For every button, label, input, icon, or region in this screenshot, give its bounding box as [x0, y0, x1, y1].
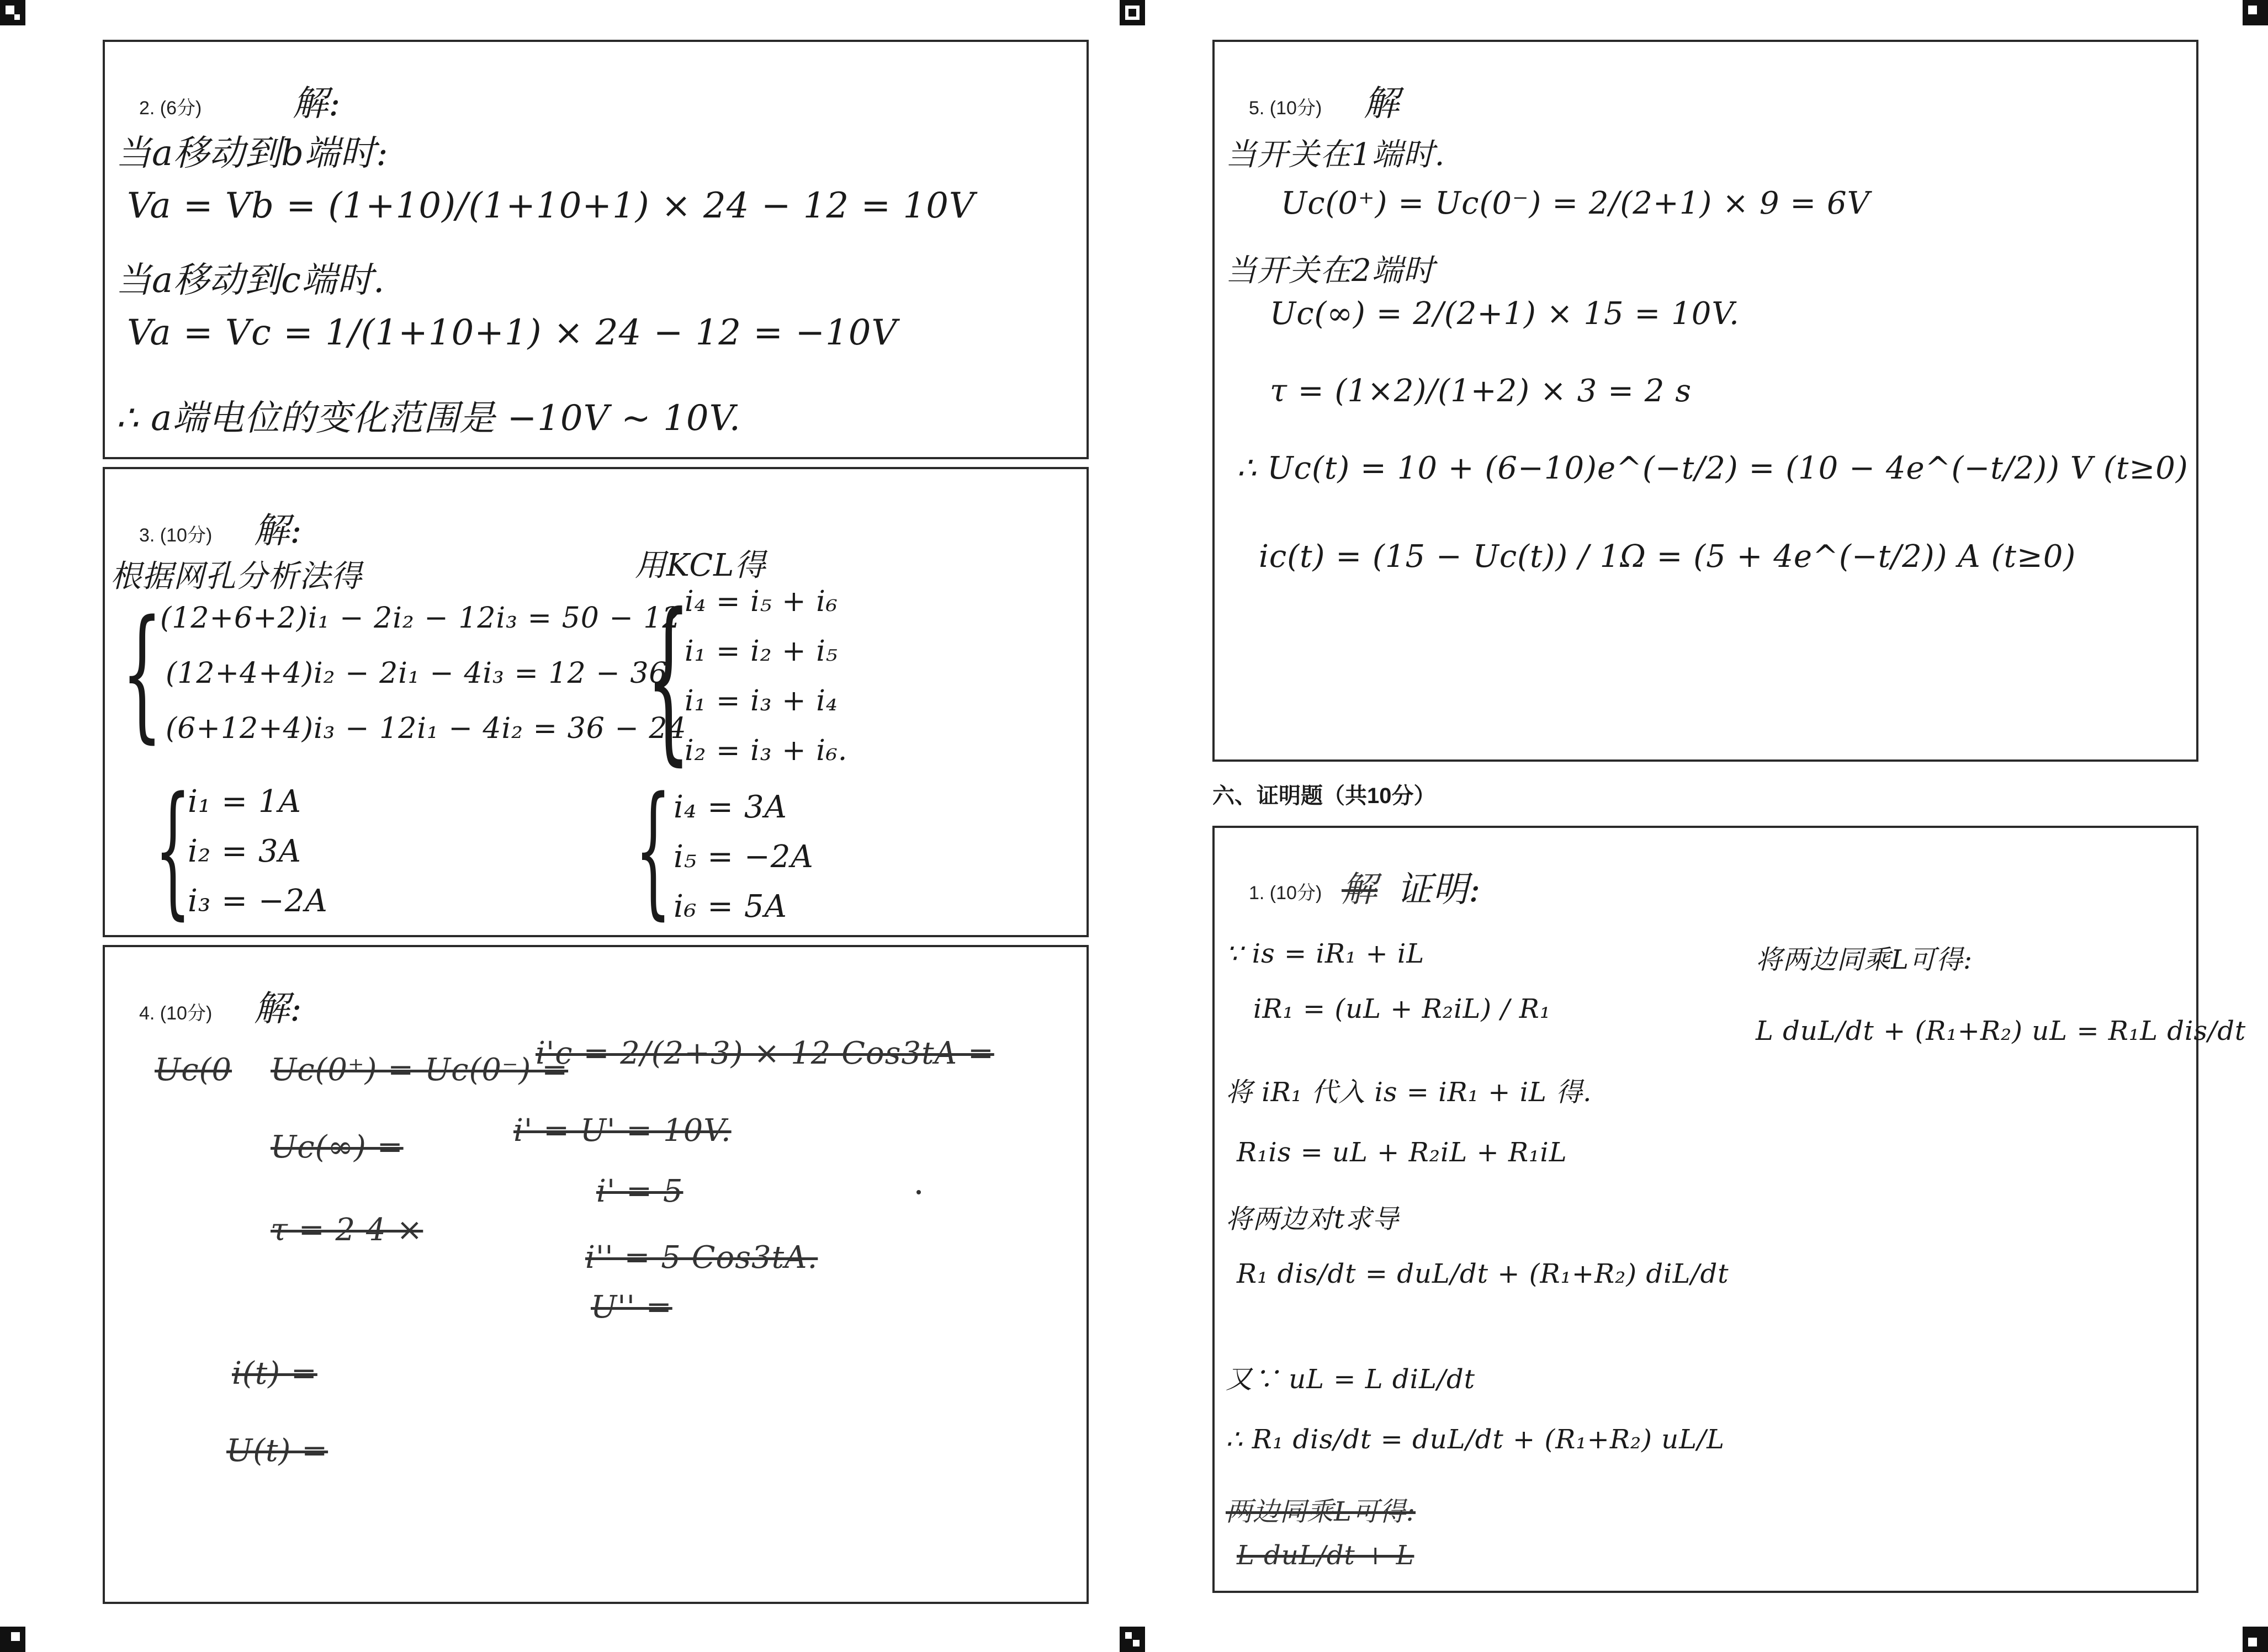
- mesh-equation: (6+12+4)i₃ − 12i₁ − 4i₂ = 36 − 24: [166, 712, 687, 745]
- solution-line: 当a移动到c端时.: [116, 260, 385, 301]
- crossed-out-work: 两边同乘L可得:: [1226, 1496, 1416, 1527]
- crossed-out-work: U'' =: [591, 1289, 672, 1325]
- solution-line: ∴ a端电位的变化范围是 −10V ~ 10V.: [116, 398, 741, 439]
- solution-heading: 解:: [293, 83, 341, 124]
- corner-marker-bottom-left: [0, 1627, 25, 1652]
- corner-marker-top-center: [1120, 0, 1145, 25]
- answer-box-q2: [103, 40, 1089, 459]
- crossed-out-work: Uc(∞) =: [271, 1129, 404, 1165]
- solution-line: Uc(0⁺) = Uc(0⁻) = 2/(2+1) × 9 = 6V: [1281, 185, 1870, 221]
- section-title: 六、证明题（共10分）: [1212, 784, 1436, 808]
- mesh-equation: (12+6+2)i₁ − 2i₂ − 12i₃ = 50 − 12: [160, 602, 681, 635]
- answer-box-proof-1: [1212, 826, 2246, 1593]
- kcl-equation: i₂ = i₃ + i₆.: [685, 734, 848, 767]
- crossed-out-work: i'c = 2/(2+3) × 12 Cos3tA =: [536, 1035, 994, 1071]
- proof-line: R₁is = uL + R₂iL + R₁iL: [1237, 1137, 1567, 1168]
- crossed-out-heading: 解: [1342, 869, 1377, 910]
- crossed-out-work: τ = 2 4 ×: [271, 1212, 423, 1248]
- kcl-equation: i₁ = i₃ + i₄: [685, 684, 838, 718]
- equation-brace: {: [121, 590, 163, 757]
- method-title-kcl: 用KCL得: [635, 548, 766, 583]
- crossed-out-work: i' = 5: [596, 1173, 683, 1209]
- current-result: i₄ = 3A: [674, 789, 787, 825]
- corner-marker-top-right: [2243, 0, 2268, 25]
- proof-line: 将两边对t求导: [1226, 1204, 1400, 1235]
- crossed-out-work: L duL/dt + L: [1237, 1540, 1414, 1571]
- question-label: 5. (10分): [1249, 98, 1322, 119]
- answer-box-q5: [1212, 40, 2198, 762]
- solution-line: Uc(∞) = 2/(2+1) × 15 = 10V.: [1270, 296, 1740, 332]
- kcl-equation: i₄ = i₅ + i₆: [685, 585, 838, 618]
- result-brace: {: [155, 767, 192, 933]
- crossed-out-work: Uc(0⁺) = Uc(0⁻) =: [271, 1052, 569, 1088]
- corner-marker-top-left: [0, 0, 25, 25]
- crossed-out-work: i(t) =: [232, 1356, 317, 1391]
- proof-right-title: 将两边同乘L可得:: [1756, 944, 1973, 975]
- solution-heading: 解: [1364, 83, 1400, 124]
- solution-line: 当a移动到b端时:: [116, 133, 389, 174]
- crossed-out-work: i' = U' = 10V.: [513, 1113, 732, 1149]
- current-result: i₆ = 5A: [674, 889, 787, 925]
- solution-line: 当开关在2端时: [1226, 253, 1435, 289]
- question-label: 1. (10分): [1249, 883, 1322, 904]
- corner-marker-bottom-center: [1120, 1627, 1145, 1652]
- equation-brace: {: [646, 576, 691, 782]
- corner-marker-bottom-right: [2243, 1627, 2268, 1652]
- proof-line: ∵ is = iR₁ + iL: [1226, 938, 1425, 969]
- mesh-equation: (12+4+4)i₂ − 2i₁ − 4i₃ = 12 − 36: [166, 657, 668, 690]
- proof-heading: 证明:: [1397, 869, 1481, 910]
- proof-line: ∴ R₁ dis/dt = duL/dt + (R₁+R₂) uL/L: [1226, 1424, 1725, 1455]
- current-result: i₂ = 3A: [188, 833, 301, 869]
- solution-line: τ = (1×2)/(1+2) × 3 = 2 s: [1270, 373, 1692, 409]
- current-result: i₃ = −2A: [188, 883, 328, 919]
- crossed-out-work: Uc(0: [155, 1052, 232, 1088]
- question-label: 2. (6分): [139, 98, 202, 119]
- stray-pen-mark: [916, 1190, 921, 1194]
- proof-line: R₁ dis/dt = duL/dt + (R₁+R₂) diL/dt: [1237, 1258, 1729, 1289]
- result-brace: {: [635, 767, 672, 933]
- current-result: i₁ = 1A: [188, 784, 301, 820]
- current-result: i₅ = −2A: [674, 839, 814, 875]
- question-label: 3. (10分): [139, 525, 213, 546]
- solution-line: ic(t) = (15 − Uc(t)) / 1Ω = (5 + 4e^(−t/2)) A (t≥0): [1259, 539, 2076, 575]
- solution-heading: 解:: [254, 511, 303, 551]
- answer-box-q4: [103, 945, 1089, 1604]
- proof-right-equation: L duL/dt + (R₁+R₂) uL = R₁L dis/dt: [1756, 1016, 2246, 1047]
- solution-heading: 解:: [254, 989, 303, 1029]
- solution-line: ∴ Uc(t) = 10 + (6−10)e^(−t/2) = (10 − 4e^(−t/2)) V (t≥0): [1237, 450, 2188, 486]
- proof-line: iR₁ = (uL + R₂iL) / R₁: [1253, 994, 1551, 1024]
- question-label: 4. (10分): [139, 1003, 213, 1024]
- kcl-equation: i₁ = i₂ + i₅: [685, 635, 838, 668]
- proof-line: 将 iR₁ 代入 is = iR₁ + iL 得.: [1226, 1077, 1592, 1108]
- crossed-out-work: i'' = 5 Cos3tA.: [585, 1240, 818, 1276]
- solution-line: Va = Vc = 1/(1+10+1) × 24 − 12 = −10V: [127, 312, 898, 353]
- crossed-out-work: U(t) =: [226, 1433, 328, 1469]
- solution-line: 当开关在1端时.: [1226, 137, 1445, 173]
- answer-box-q3: [103, 467, 1089, 937]
- solution-line: Va = Vb = (1+10)/(1+10+1) × 24 − 12 = 10V: [127, 185, 976, 226]
- method-title-mesh: 根据网孔分析法得: [110, 559, 362, 594]
- proof-line: 又∵ uL = L diL/dt: [1226, 1364, 1476, 1395]
